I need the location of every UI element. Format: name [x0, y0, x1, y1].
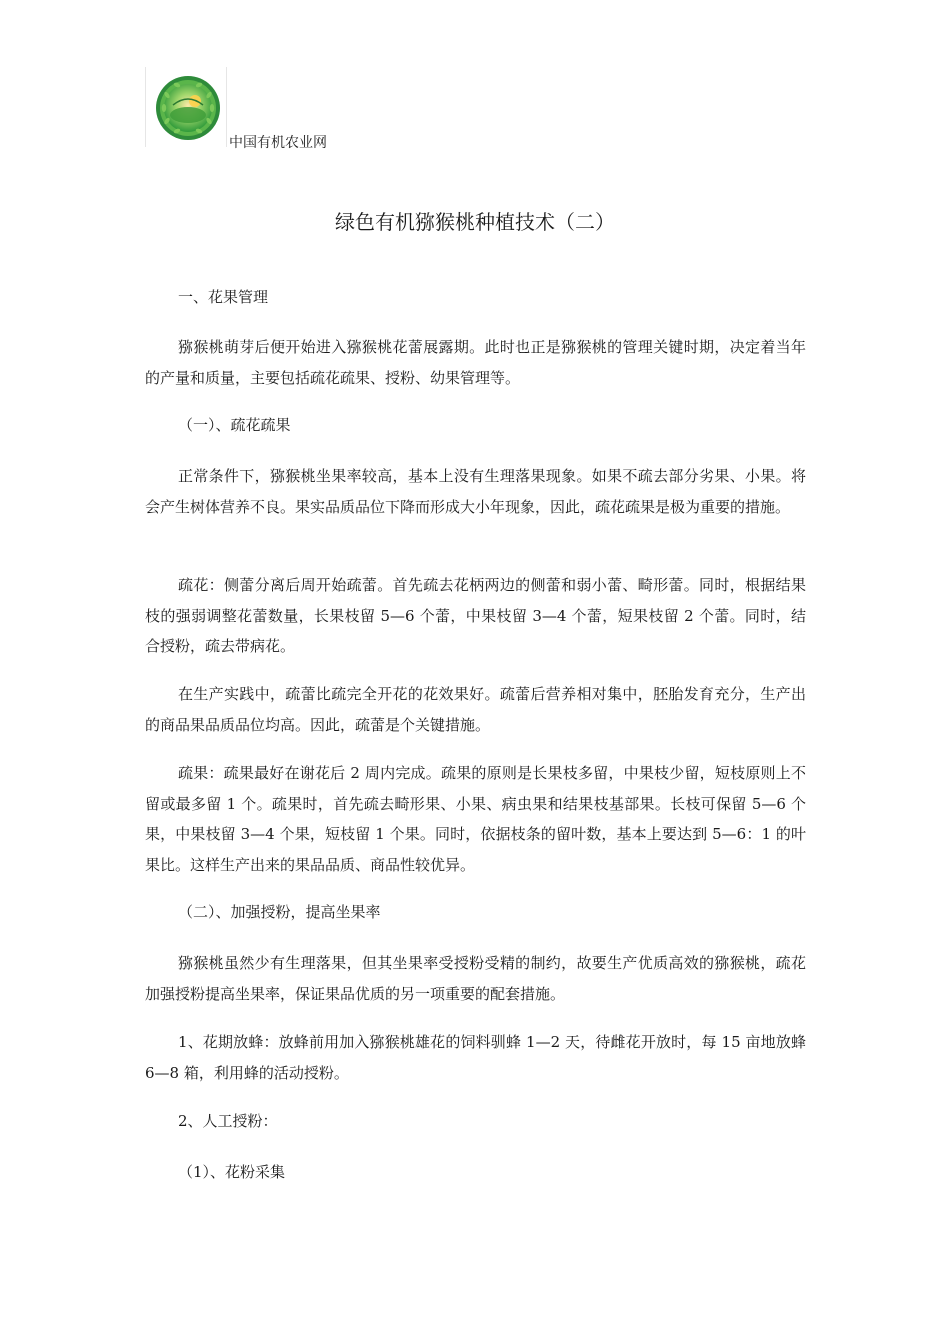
subsection-heading-thinning: （一）、疏花疏果: [178, 416, 291, 434]
subsection-heading-pollination: （二）、加强授粉，提高坐果率: [178, 903, 381, 921]
paragraph-pollination-importance: 猕猴桃虽然少有生理落果，但其坐果率受授粉受精的制约，故要生产优质高效的猕猴桃，疏花加强授粉提高坐果率，保证果品优质的另一项重要的配套措施。: [145, 954, 806, 1003]
paragraph-bud-stage: 猕猴桃萌芽后便开始进入猕猴桃花蕾展露期。此时也正是猕猴桃的管理关键时期，决定着当年的产量和质量，主要包括疏花疏果、授粉、幼果管理等。: [145, 338, 806, 387]
document-title: 绿色有机猕猴桃种植技术（二）: [335, 210, 615, 234]
item-heading-pollen-collection: （1）、花粉采集: [178, 1163, 286, 1181]
paragraph-bud-thinning-practice: 在生产实践中，疏蕾比疏完全开花的花效果好。疏蕾后营养相对集中，胚胎发育充分，生产出的商品果品质品位均高。因此，疏蕾是个关键措施。: [145, 685, 806, 734]
organic-agriculture-logo: [155, 75, 221, 141]
site-name: 中国有机农业网: [229, 135, 327, 151]
paragraph-bee-pollination: 1、花期放蜂：放蜂前用加入猕猴桃雄花的饲料驯蜂 1—2 天，待雌花开放时，每 15 亩地放蜂 6—8 箱，利用蜂的活动授粉。: [145, 1033, 806, 1082]
paragraph-fruit-thinning: 疏果：疏果最好在谢花后 2 周内完成。疏果的原则是长果枝多留，中果枝少留，短枝原则上不留或最多留 1 个。疏果时，首先疏去畸形果、小果、病虫果和结果枝基部果。长枝可保留 5—6 个果，中果枝留 3—4 个果，短枝留 1 个果。同时，依据枝条的留叶数，基本上要达到 5—6：1 的叶果比。这样生产出来的果品品质、商品性较优异。: [145, 764, 806, 874]
section-heading-flower-fruit-management: 一、花果管理: [178, 288, 269, 306]
item-heading-artificial-pollination: 2、人工授粉：: [178, 1112, 278, 1130]
paragraph-thinning-importance: 正常条件下，猕猴桃坐果率较高，基本上没有生理落果现象。如果不疏去部分劣果、小果。将会产生树体营养不良。果实品质品位下降而形成大小年现象，因此，疏花疏果是极为重要的措施。: [145, 467, 806, 516]
paragraph-flower-thinning: 疏花：侧蕾分离后周开始疏蕾。首先疏去花柄两边的侧蕾和弱小蕾、畸形蕾。同时，根据结果枝的强弱调整花蕾数量，长果枝留 5—6 个蕾，中果枝留 3—4 个蕾，短果枝留 2 个蕾。同时，结合授粉，疏去带病花。: [145, 576, 806, 655]
